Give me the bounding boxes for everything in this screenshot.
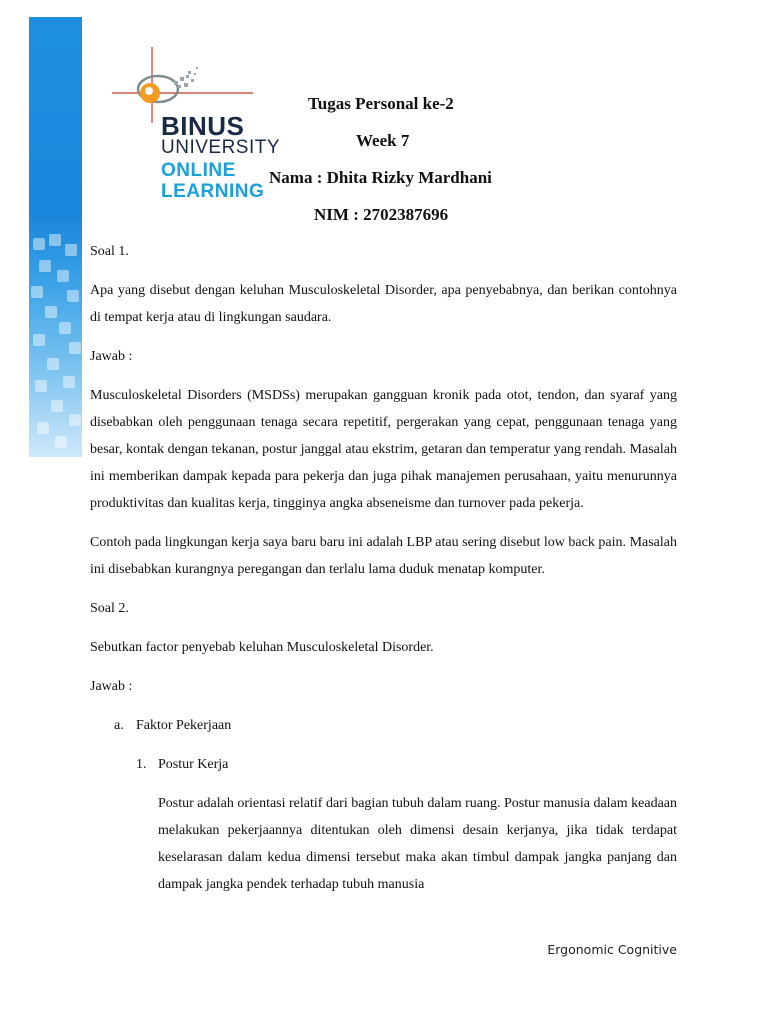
binus-logo xyxy=(108,45,281,205)
doc-name: Nama : Dhita Rizky Mardhani xyxy=(269,168,492,187)
list-marker-a: a. xyxy=(114,718,124,733)
soal1-question: Apa yang disebut dengan keluhan Musculoskeletal Disorder, apa penyebabnya, dan berikan contohnya di tempat kerja atau di lingkungan saudara. xyxy=(90,283,677,325)
jawab1-paragraph-1: Musculoskeletal Disorders (MSDSs) merupakan gangguan kronik pada otot, tendon, dan syaraf yang disebabkan oleh penggunaan tenaga secara repetitif, pergerakan yang cepat, penggunaan tenaga yang besar, kontak dengan tekanan, postur janggal atau ekstrim, getaran dan temperatur yang rendah. Masalah ini memberikan dampak kepada para pekerja dan juga pihak manajemen perusahaan, yaitu menurunnya produktivitas dan kualitas kerja, tingginya angka abseneisme dan turnover pada pekerja. xyxy=(90,388,677,511)
doc-nim: NIM : 2702387696 xyxy=(314,205,449,224)
document-body xyxy=(90,238,677,910)
jawab1-label: Jawab : xyxy=(90,349,133,364)
logo-text-learning: LEARNING xyxy=(161,181,265,202)
list-text-a: Faktor Pekerjaan xyxy=(136,718,232,733)
doc-title: Tugas Personal ke-2 xyxy=(308,94,454,113)
doc-week: Week 7 xyxy=(356,131,410,150)
logo-text-online: ONLINE xyxy=(161,160,236,181)
decorative-tiles xyxy=(29,230,82,457)
soal1-label: Soal 1. xyxy=(90,244,129,259)
soal2-label: Soal 2. xyxy=(90,601,129,616)
logo-text-binus: BINUS xyxy=(161,111,245,141)
soal2-question: Sebutkan factor penyebab keluhan Musculoskeletal Disorder. xyxy=(90,640,434,655)
jawab1-paragraph-2: Contoh pada lingkungan kerja saya baru baru ini adalah LBP atau sering disebut low back pain. Masalah ini disebabkan kurangnya peregangan dan terlalu lama duduk menatap komputer. xyxy=(90,535,677,577)
list-marker-1: 1. xyxy=(136,757,147,772)
list-item-a xyxy=(90,712,677,739)
logo-text-university: UNIVERSITY xyxy=(161,137,281,158)
list-item-1-description: Postur adalah orientasi relatif dari bagian tubuh dalam ruang. Postur manusia dalam keadaan melakukan pekerjaannya ditentukan oleh dimensi desain kerjanya, jika tidak terdapat keselarasan dalam kedua dimensi tersebut maka akan timbul dampak jangka panjang dan dampak jangka pendek terhadap tubuh manusia xyxy=(158,796,678,892)
page-footer: Ergonomic Cognitive xyxy=(547,942,677,957)
list-item-1 xyxy=(90,751,677,778)
list-text-1: Postur Kerja xyxy=(158,757,229,772)
jawab2-label: Jawab : xyxy=(90,679,133,694)
